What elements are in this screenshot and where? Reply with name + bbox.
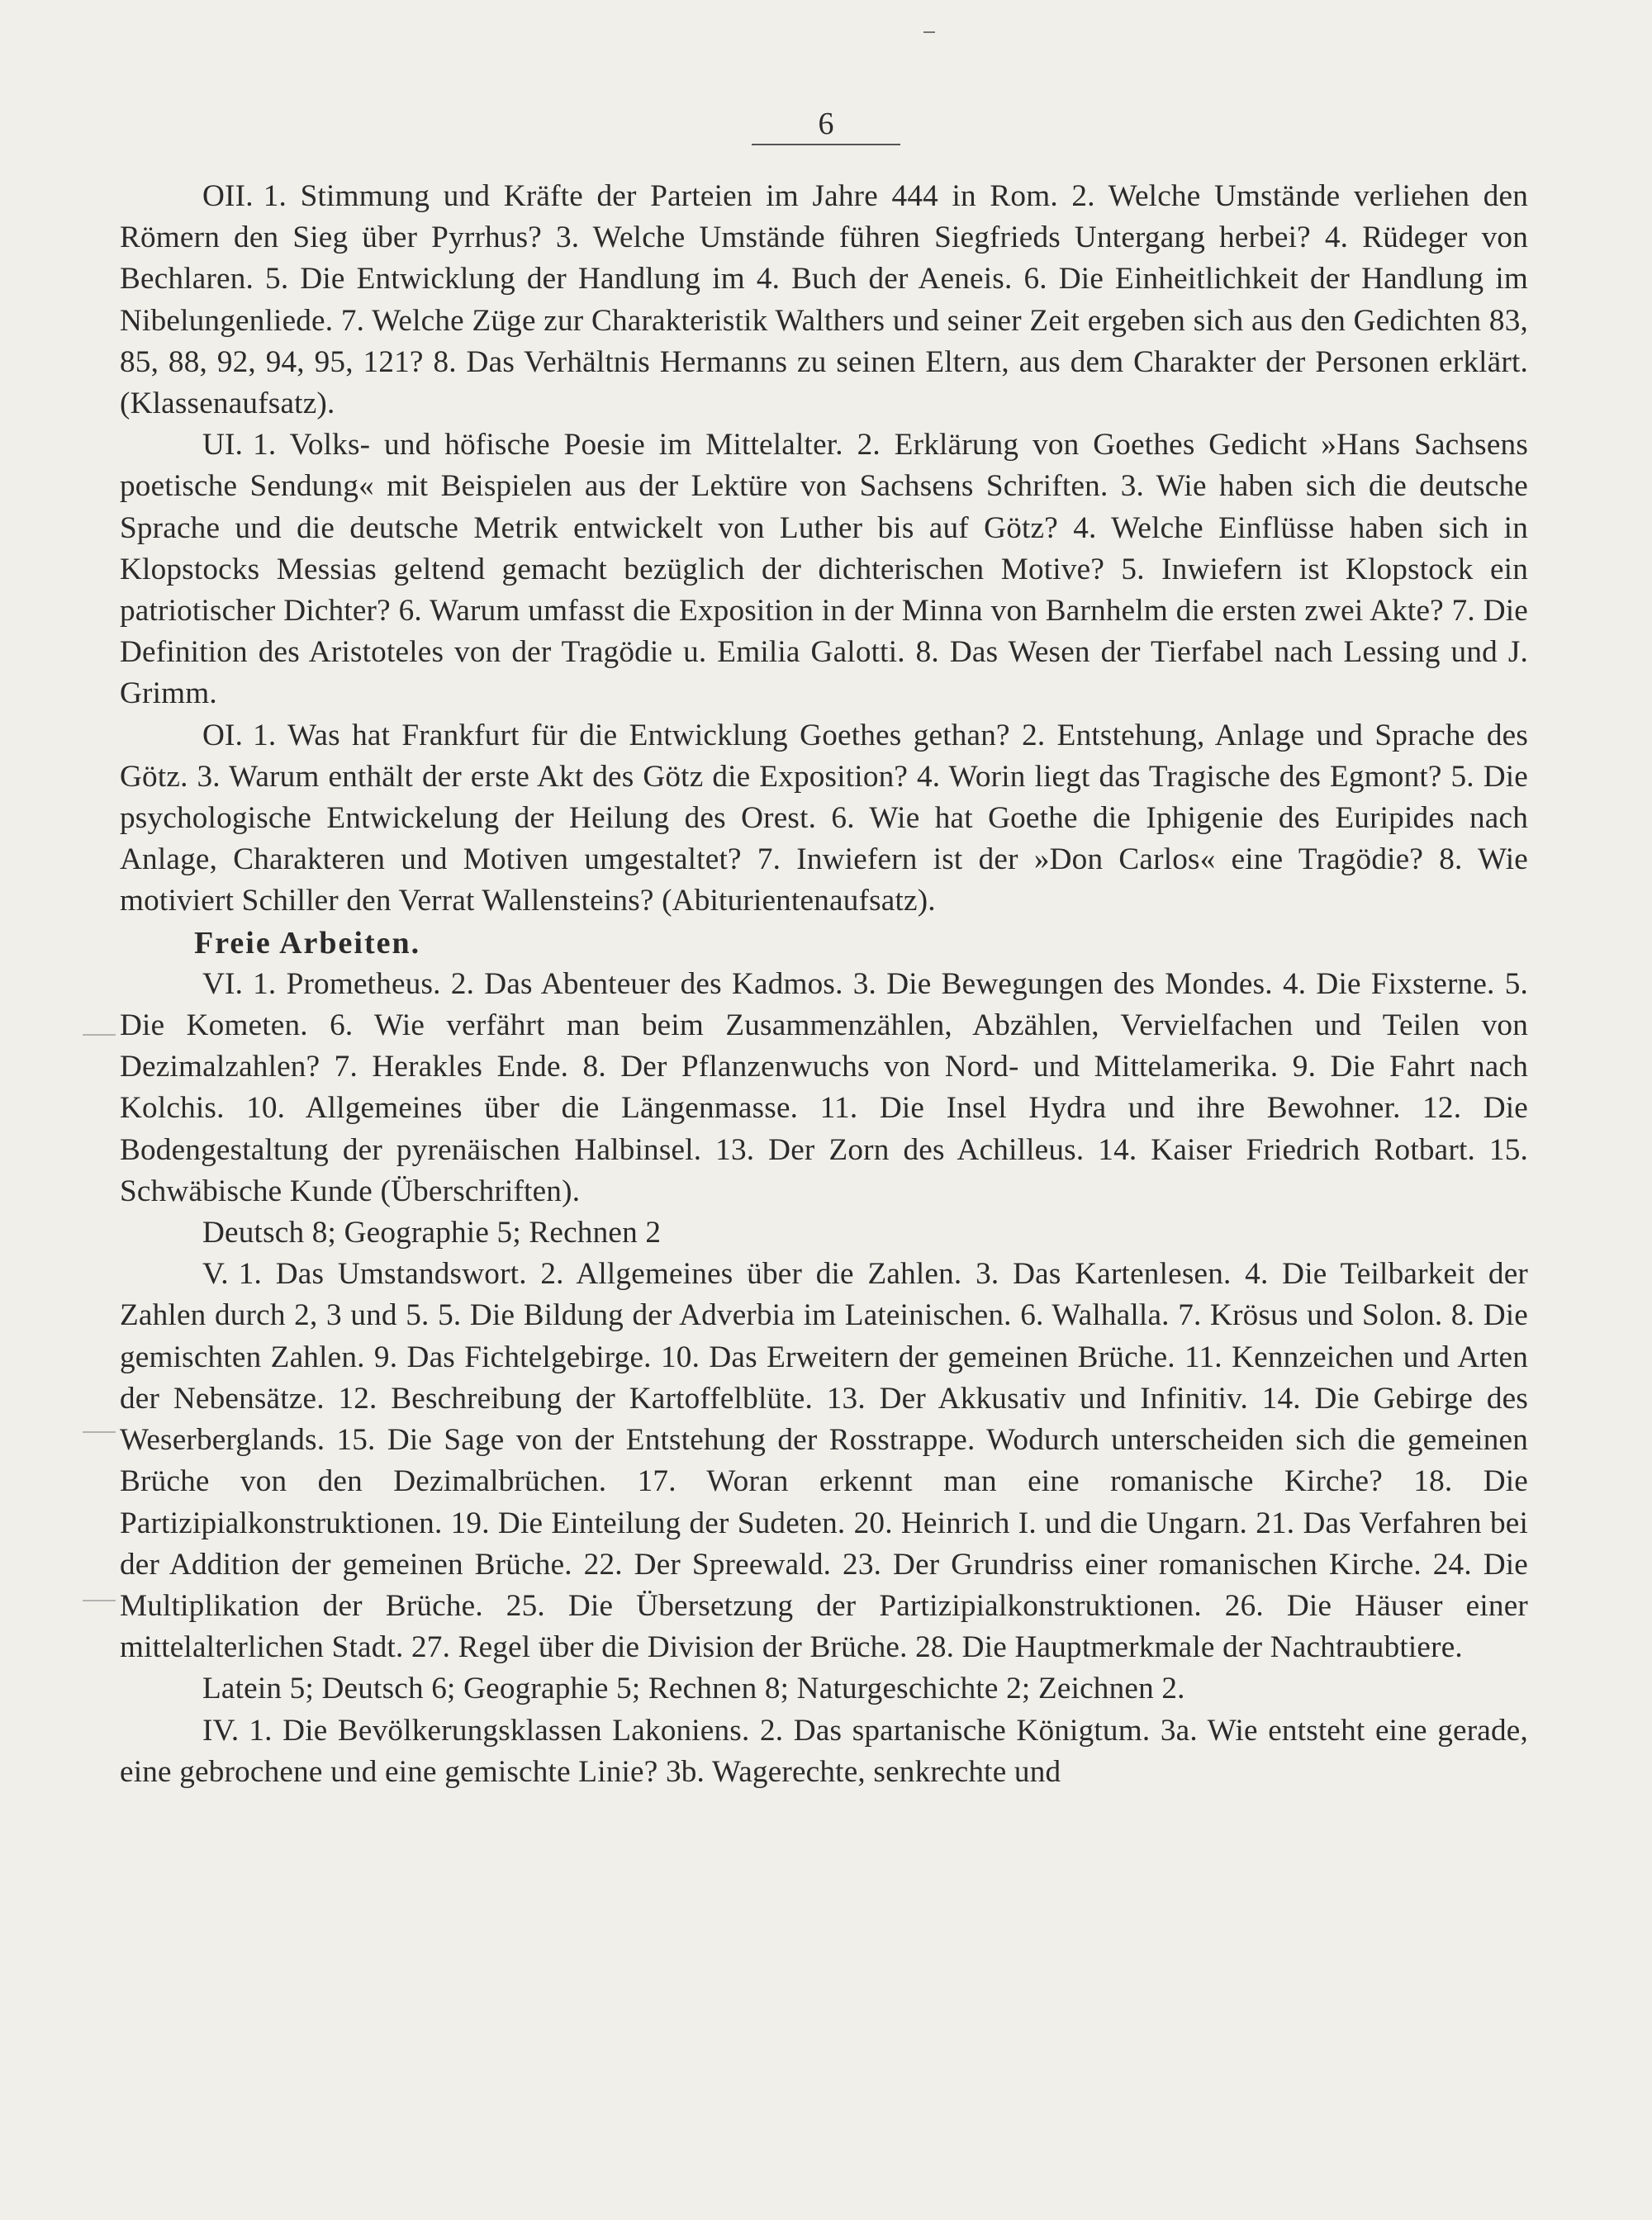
section-v [120,1254,1528,1668]
section-iv [120,1710,1528,1793]
section-ui [120,425,1528,714]
subject-counts: Latein 5; Deutsch 6; Geographie 5; Rechnen 8; Naturgeschichte 2; Zeichnen 2. [202,1672,1185,1706]
grade-label: V. [202,1257,229,1292]
grade-label: UI. [202,428,244,462]
document-body [120,176,1528,1793]
section-text: 1. Prometheus. 2. Das Abenteuer des Kadmos. 3. Die Bewegungen des Mondes. 4. Die Fixsterne. 5. Die Kometen. 6. Wie verfährt man beim Zusammenzählen, Abzählen, Vervielfachen und Teilen von Dezimalzahlen? 7. Herakles Ende. 8. Der Pflanzenwuchs von Nord- und Mittelamerika. 9. Die Fahrt nach Kolchis. 10. Allgemeines über die Längenmasse. 11. Die Insel Hydra und ihre Bewohner. 12. Die Bodengestaltung der pyrenäischen Halbinsel. 13. Der Zorn des Achilleus. 14. Kaiser Friedrich Rotbart. 15. Schwäbische Kunde (Überschriften). [120,966,1528,1208]
grade-label: OI. [202,718,244,752]
grade-label: IV. [202,1713,240,1748]
section-text: 1. Das Umstandswort. 2. Allgemeines über die Zahlen. 3. Das Kartenlesen. 4. Die Teilbarkeit der Zahlen durch 2, 3 und 5. 5. Die Bildung der Adverbia im Lateinischen. 6. Walhalla. 7. Krösus und Solon. 8. Die gemischten Zahlen. 9. Das Fichtelgebirge. 10. Das Erweitern der gemeinen Brüche. 11. Kennzeichen und Arten der Nebensätze. 12. Beschreibung der Kartoffelblüte. 13. Der Akkusativ und Infinitiv. 14. Die Gebirge des Weserberglands. 15. Die Sage von der Entstehung der Rosstrappe. Wodurch unterscheiden sich die gemeinen Brüche von den Dezimalbrüchen. 17. Woran erkennt man eine romanische Kirche? 18. Die Partizipialkonstruktionen. 19. Die Einteilung der Sudeten. 20. Heinrich I. und die Ungarn. 21. Das Verfahren bei der Addition der gemeinen Brüche. 22. Der Spreewald. 23. Der Grundriss einer romanischen Kirche. 24. Die Multiplikation der Brüche. 25. Die Übersetzung der Partizipialkonstruktionen. 26. Die Häuser einer mittelalterlichen Stadt. 27. Regel über die Division der Brüche. 28. Die Hauptmerkmale der Nachtraubtiere. [120,1257,1528,1665]
section-oi [120,715,1528,923]
print-mark [923,31,935,33]
section-vi [120,964,1528,1212]
section-text: 1. Was hat Frankfurt für die Entwicklung Goethes gethan? 2. Entstehung, Anlage und Sprache des Götz. 3. Warum enthält der erste Akt des Götz die Exposition? 4. Worin liegt das Tragische des Egmont? 5. Die psychologische Entwickelung der Heilung des Orest. 6. Wie hat Goethe die Iphigenie des Euripides nach Anlage, Charakteren und Motiven umgestaltet? 7. Inwiefern ist der »Don Carlos« eine Tragödie? 8. Wie motiviert Schiller den Verrat Wallensteins? (Abiturientenaufsatz). [120,718,1528,918]
section-text: 1. Volks- und höfische Poesie im Mittelalter. 2. Erklärung von Goethes Gedicht »Hans Sachsens poetische Sendung« mit Beispielen aus der Lektüre von Sachsens Schriften. 3. Wie haben sich die deutsche Sprache und die deutsche Metrik entwickelt von Luther bis auf Götz? 4. Welche Einflüsse haben sich in Klopstocks Messias geltend gemacht bezüglich der dichterischen Motive? 5. Inwiefern ist Klopstock ein patriotischer Dichter? 6. Warum umfasst die Exposition in der Minna von Barnhelm die ersten zwei Akte? 7. Die Definition des Aristoteles von der Tragödie u. Emilia Galotti. 8. Das Wesen der Tierfabel nach Lessing und J. Grimm. [120,428,1528,711]
section-text: 1. Die Bevölkerungsklassen Lakoniens. 2. Das spartanische Königtum. 3a. Wie entsteht eine gerade, eine gebrochene und eine gemischte Linie? 3b. Wagerechte, senkrechte und [120,1713,1528,1789]
grade-label: VI. [202,966,244,1001]
section-oii [120,176,1528,425]
margin-mark [83,1034,116,1036]
page-number: 6 [752,106,900,145]
subject-counts: Deutsch 8; Geographie 5; Rechnen 2 [202,1216,662,1250]
margin-mark [83,1431,116,1433]
section-heading: Freie Arbeiten. [194,925,421,961]
grade-label: OII. [202,179,254,213]
section-text: 1. Stimmung und Kräfte der Parteien im Jahre 444 in Rom. 2. Welche Umstände verliehen den Römern den Sieg über Pyrrhus? 3. Welche Umstände führen Siegfrieds Untergang herbei? 4. Rüdeger von Bechlaren. 5. Die Entwicklung der Handlung im 4. Buch der Aeneis. 6. Die Einheitlichkeit der Handlung im Nibelungenliede. 7. Welche Züge zur Charakteristik Walthers und seiner Zeit ergeben sich aus den Gedichten 83, 85, 88, 92, 94, 95, 121? 8. Das Verhältnis Hermanns zu seinen Eltern, aus dem Charakter der Personen erklärt. (Klassenaufsatz). [120,179,1528,421]
margin-mark [83,1600,116,1601]
